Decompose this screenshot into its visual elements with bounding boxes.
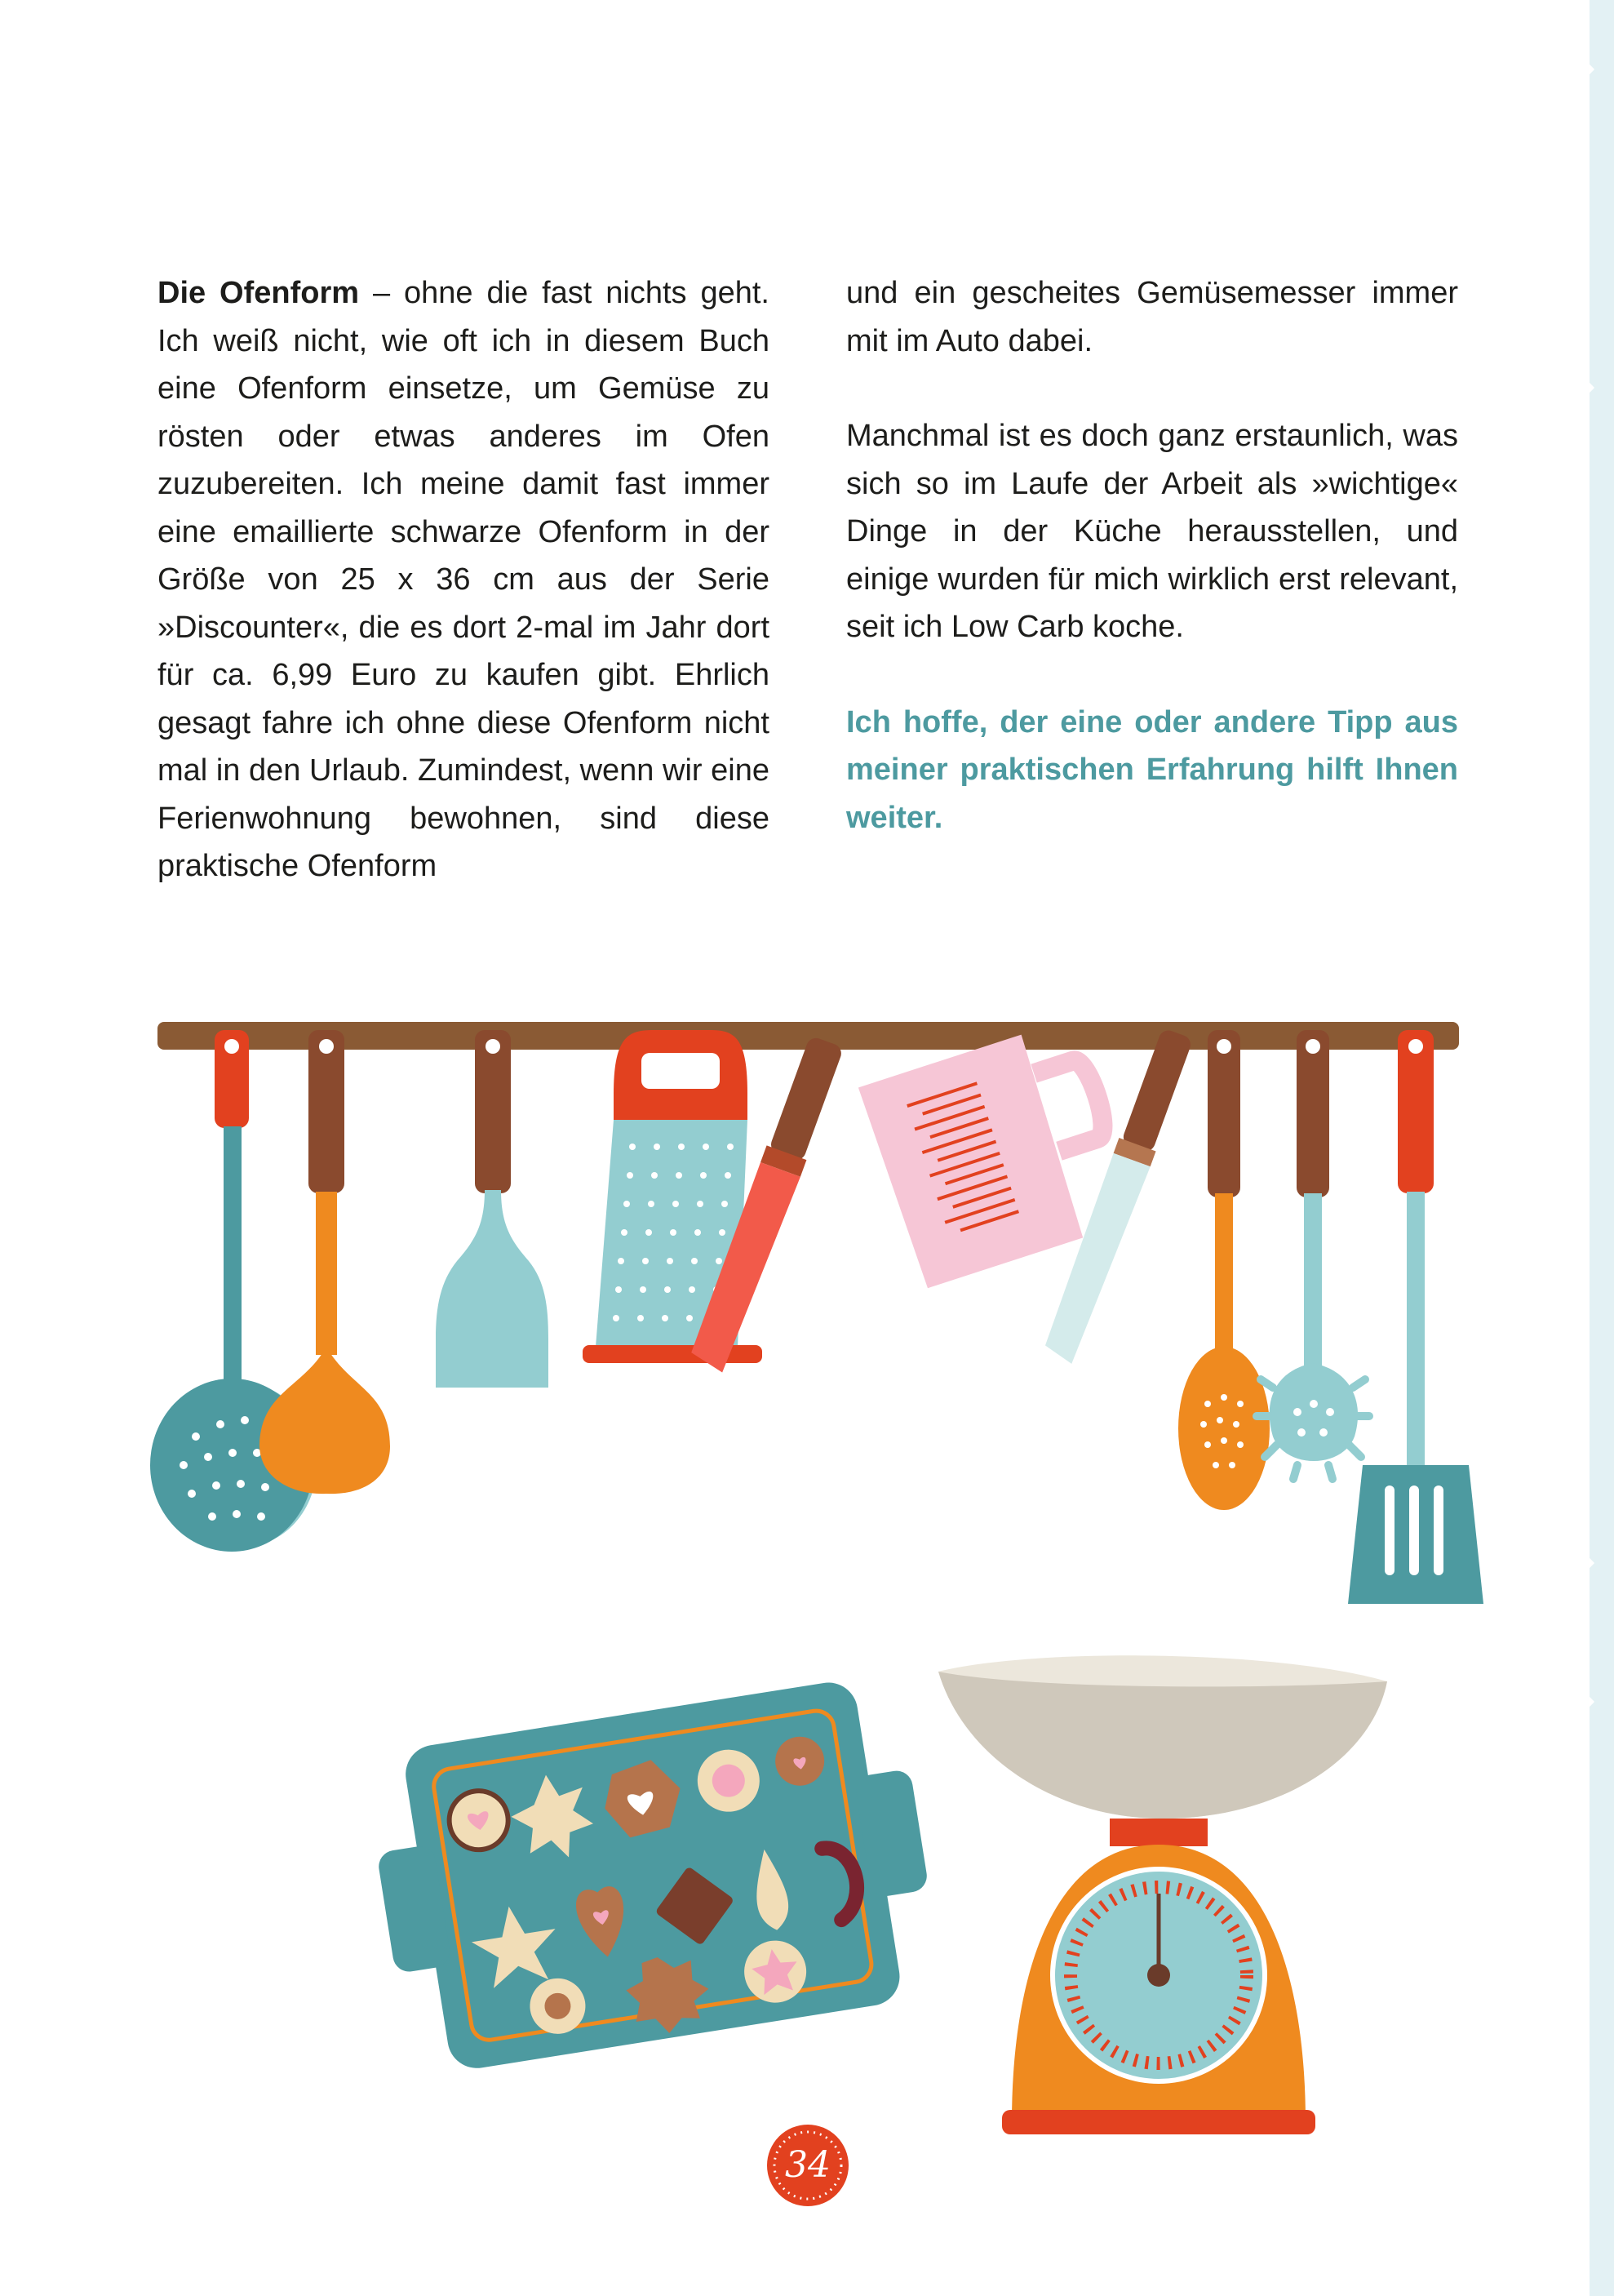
paragraph-manchmal: Manchmal ist es doch ganz erstaunlich, was sich so im Laufe der Arbeit als »wichtige« Dinge in der Küche herausstellen, und einige wurden für mich wirklich erst relevant, seit ich Low Carb koche. (846, 419, 1458, 644)
spatula-icon (436, 1030, 548, 1388)
page-number: 34 (785, 2144, 831, 2186)
paragraph-lead: Die Ofenform (157, 276, 360, 310)
paragraph-continuation: und ein gescheites Gemüsemesser immer mit im Auto dabei. (846, 276, 1458, 358)
pasta-server-icon (1257, 1030, 1369, 1479)
tip-paragraph: Ich hoffe, der eine oder andere Tipp aus meiner praktischen Erfahrung hilft Ihnen weiter. (846, 704, 1458, 835)
slotted-spoon-icon (1178, 1030, 1270, 1510)
turner-icon (1348, 1030, 1483, 1604)
page-number-badge (763, 2121, 853, 2210)
kitchen-scale-icon (938, 1655, 1387, 2134)
ladle-icon (259, 1030, 390, 1494)
cookie-tray-icon (361, 1672, 946, 2079)
paragraph-body: – ohne die fast nichts geht. Ich weiß nicht, wie oft ich in diesem Buch eine Ofenform einsetze, um Gemüse zu rösten oder etwas anderes im Ofen zuzubereiten. Ich meine damit fast immer eine emaillierte schwarze Ofenform in der Größe von 25 x 36 cm aus der Serie »Discounter«, die es dort 2-mal im Jahr dort für ca. 6,99 Euro zu kaufen gibt. Ehrlich gesagt fahre ich ohne diese Ofenform nicht mal in den Urlaub. Zumindest, wenn wir eine Ferienwohnung bewohnen, sind diese praktische Ofenform (157, 276, 769, 883)
